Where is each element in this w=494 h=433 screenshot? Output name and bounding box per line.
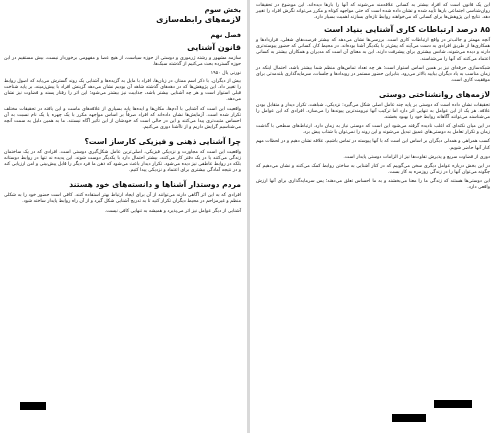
paragraph: آنچه مهمتر و جالب‌تر در واقع ارتباطات کاری است. بررسی‌ها نشان می‌دهد که بیشتر فرصت‌های شغلی، قراردادها و همکاری‌ها از طریق افرادی به دست می‌آیند که پیش‌تر با یکدیگر آشنا بوده‌اند. در محیط کار، کسانی که حضور پیوسته‌تری دارند و دیده می‌شوند، شانس بیشتری برای پیشرفت دارند. این به معنای آن است که مدیران و همکاران بیشتر به کسانی اعتماد می‌کنند که آنها را می‌شناسند. (256, 38, 490, 62)
paragraph: واقعیت این است که آشنایی با آدم‌ها، مکان‌ها و ایده‌ها پایه بسیاری از علاقه‌های ماست و این یافته در تحقیقات مختلف تکرار شده است. آزمایش‌ها نشان داده‌اند که افراد صرفاً بر اساس مواجهه مکرر با یک چهره یا یک نام نسبت به آن احساس مثبت‌تری پیدا می‌کنند و این در حالی است که خودشان از این تأثیر آگاه نیستند. ما به همین دلیل به سمت آنچه می‌شناسیم گرایش داریم و از ناآشنا دوری می‌کنیم. (4, 106, 241, 130)
paragraph: دوری از قضاوت سریع و پذیرش تفاوت‌ها نیز از الزامات دوستی پایدار است. (343, 154, 490, 160)
paragraph: شبکه‌سازی حرفه‌ای نیز بر همین اساس استوار است؛ هر چه تعداد تماس‌های منظم شما بیشتر باشد، احتمال اینکه در زمان مناسب به یاد دیگران بیایید بالاتر می‌رود. بنابراین حضور مستمر در رویدادها و جلسات، سرمایه‌گذاری بلندمدتی برای موفقیت کاری است. (256, 65, 490, 83)
section-label: بخش سوم (204, 6, 241, 14)
paragraph: تحقیقات نشان داده است که دوستی بر پایه چند عامل اصلی شکل می‌گیرد: نزدیکی، شباهت، تکرار دیدار و متقابل بودن علاقه. هر یک از این عوامل به تنهایی اثر دارد اما ترکیب آنها نیرومندترین پیوندها را می‌سازد. افرادی که این عوامل را می‌شناسند می‌توانند آگاهانه روابط خود را بهبود بخشند. (256, 102, 490, 121)
paragraph: کسب همراهی و همدلی دیگران بر اساس این است که با آنها پیوسته در تماس باشیم، علاقه نشان دهیم و در لحظات مهم کنار آنها حاضر شویم. (256, 139, 490, 151)
chapter-number: فصل نهم (210, 31, 241, 39)
paragraph: بیش از دیگران. با ذکر اسم ممتاز، در زبان‌ها، افراد با مایل به گزیده‌ها و آشنایی یک روند گسترش می‌یابد که اصول روابط را تغییر داد. این پژوهش‌ها که در دهه‌های گذشته شاهد آن بودیم نشان می‌دهد گزینش افراد با پیش‌زمینه، بر پایه شناخت قبلی استوار است و هر چه آشنایی بیشتر باشد، جذابیت نیز بیشتر می‌شود؛ این اثر را رفتار پسند و قضاوت نیز نشان می‌دهد. (4, 79, 241, 103)
paragraph: آشنایی از دیگر عوامل نیز اثر می‌پذیرد و همیشه به تنهایی کافی نیست. (104, 208, 241, 214)
paragraph: در این میان نکته‌ای که اغلب نادیده گرفته می‌شود این است که دوستی نیاز به زمان دارد. ارتباط‌های سطحی با گذشت زمان و تکرار تعامل به دوستی‌های عمیق تبدیل می‌شوند و این روند را نمی‌توان با شتاب پیش برد. (256, 124, 490, 136)
heading-psych-requirements: لازمه‌های روانشناختی دوستی (378, 89, 490, 99)
paragraph: واقعیت این است که مجاورت و نزدیکی فیزیکی، اصلی‌ترین عامل شکل‌گیری دوستی است. افرادی که در یک ساختمان زندگی می‌کنند یا در یک دفتر کار می‌کنند، بیشتر احتمال دارد با یکدیگر دوست شوند. این پدیده نه تنها در روابط دوستانه بلکه در روابط عاطفی نیز دیده می‌شود. تکرار دیدار باعث می‌شود که ذهن ما فرد دیگر را قابل پیش‌بینی و امن ارزیابی کند و در نتیجه آمادگی بیشتری برای اعتماد و نزدیکی پیدا کنیم. (4, 149, 241, 174)
heading-familiarity-law: قانون آشنایی (187, 43, 241, 52)
paragraph: افرادی که به این اثر آگاهی دارند می‌توانند از آن برای ایجاد ارتباط بهتر استفاده کنند. کافی است حضور خود را به شکلی منظم و غیرمزاحم در محیط دیگران تکرار کنید تا به تدریج آشنایی شکل گیرد و از آن راه روابط پایدار ساخته شود. (4, 193, 241, 205)
paragraph: سازمه مشهور و رشته ژرموری و دوستی از حوزه سیاست، از هیچ عصا و مفهومی برخوردار نیست، بیش مستقیم در این حوزه گسترده بحث می‌کنیم از گذشته سبک‌ها. (4, 56, 241, 68)
heading-people-love-familiar: مردم دوستدار آشناها و دانسته‌های خود هستند (69, 180, 241, 190)
redaction-bar (434, 400, 472, 408)
page-left (250, 0, 494, 433)
heading-85-percent: ۸۵ درصد ارتباطات کاری آشنایی بنیاد است (323, 25, 490, 35)
heading-why-familiarity: چرا آشنایی ذهنی و فیزیکی کارساز است؟ (84, 136, 241, 146)
chapter-title: لازمه‌های رابطه‌سازی (156, 15, 241, 24)
paragraph: این یک قانون است که افراد بیشتر به کسانی علاقه‌مند می‌شوند که آنها را بارها دیده‌اند. این موضوع در تحقیقات روان‌شناسی اجتماعی بارها تأیید شده و نشان داده شده است که حتی مواجهه کوتاه و مکرر می‌تواند نگرش افراد را تغییر دهد. نتایج این پژوهش‌ها برای کسانی که می‌خواهند روابط تازه‌ای بسازند اهمیت بسیار دارد. (256, 3, 490, 21)
reference: نورنی یال ۱۹۵۰ (210, 71, 241, 77)
paragraph: در این بخش درباره عوامل دیگری سخن می‌گوییم که در کنار آشنایی به ساختن روابط کمک می‌کنند و نشان می‌دهیم که چگونه می‌توان آنها را در زندگی روزمره به کار بست. (256, 163, 490, 175)
paragraph: این دوستی‌ها هستند که زندگی ما را معنا می‌بخشند و به ما احساس تعلق می‌دهند؛ پس سرمایه‌گذاری برای آنها ارزش واقعی دارد. (256, 178, 490, 190)
redaction-bar (392, 414, 426, 422)
redaction-bar (20, 402, 46, 410)
